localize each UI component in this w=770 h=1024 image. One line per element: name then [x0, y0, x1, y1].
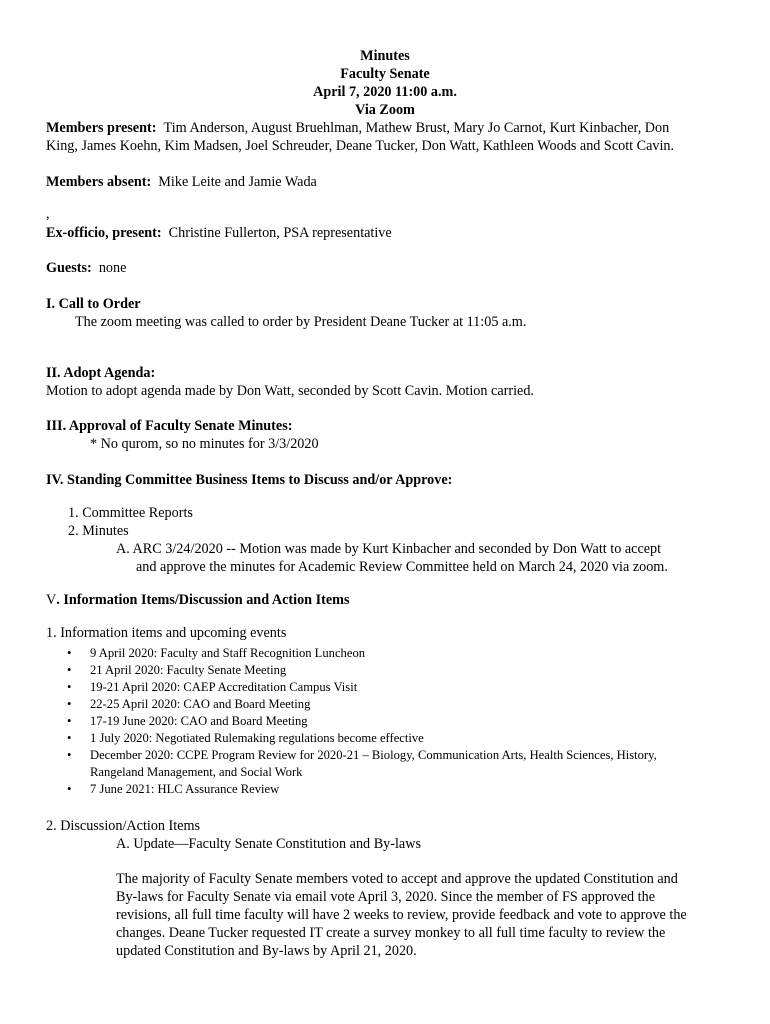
paragraph-line: changes. Deane Tucker requested IT create a survey monkey to all full time faculty to review the: [116, 925, 666, 941]
section-4-item-1: 1. Committee Reports: [68, 505, 193, 521]
members-present-line1: [46, 120, 669, 138]
list-item-continuation: Rangeland Management, and Social Work: [90, 765, 303, 779]
bullet-icon: •: [67, 663, 72, 677]
bullet-icon: •: [67, 697, 72, 711]
members-absent: [46, 174, 317, 192]
section-4-subitem-a-line1: A. ARC 3/24/2020 -- Motion was made by Kurt Kinbacher and seconded by Don Watt to accept: [116, 541, 662, 557]
doc-datetime: April 7, 2020 11:00 a.m.: [313, 84, 457, 100]
guests: [46, 260, 126, 278]
doc-body-name: Faculty Senate: [340, 66, 430, 82]
doc-title: Minutes: [360, 48, 410, 64]
discussion-item-a: A. Update—Faculty Senate Constitution and By-laws: [116, 836, 421, 852]
bullet-icon: •: [67, 748, 72, 762]
members-absent-label: Members absent:: [46, 174, 152, 190]
paragraph-line: The majority of Faculty Senate members voted to accept and approve the updated Constitution and: [116, 871, 678, 887]
section-5-number: V: [46, 592, 57, 608]
members-present-names: Tim Anderson, August Bruehlman, Mathew Brust, Mary Jo Carnot, Kurt Kinbacher, Don: [163, 120, 670, 136]
discussion-subheading: 2. Discussion/Action Items: [46, 818, 201, 834]
doc-venue: Via Zoom: [355, 102, 415, 118]
members-present-label: Members present:: [46, 120, 157, 136]
section-4-subitem-a-line2: and approve the minutes for Academic Review Committee held on March 24, 2020 via zoom.: [136, 559, 668, 575]
paragraph-line: By-laws for Faculty Senate via email vote April 3, 2020. Since the member of FS approved the: [116, 889, 656, 905]
section-5-title: . Information Items/Discussion and Action Items: [56, 592, 350, 608]
section-2-text: Motion to adopt agenda made by Don Watt, seconded by Scott Cavin. Motion carried.: [46, 383, 534, 399]
bullet-icon: •: [67, 680, 72, 694]
bullet-icon: •: [67, 714, 72, 728]
section-4-heading: IV. Standing Committee Business Items to Discuss and/or Approve:: [46, 472, 453, 488]
ex-officio-names: Christine Fullerton, PSA representative: [168, 225, 392, 241]
section-1-text: The zoom meeting was called to order by President Deane Tucker at 11:05 a.m.: [75, 314, 527, 330]
section-3-heading: III. Approval of Faculty Senate Minutes:: [46, 418, 293, 434]
section-2-heading: II. Adopt Agenda:: [46, 365, 156, 381]
section-1-heading: I. Call to Order: [46, 296, 141, 312]
ex-officio-label: Ex-officio, present:: [46, 225, 162, 241]
section-5-heading: [46, 592, 349, 610]
members-absent-names: Mike Leite and Jamie Wada: [158, 174, 317, 190]
ex-officio: [46, 225, 392, 243]
section-4-item-2: 2. Minutes: [68, 523, 129, 539]
section-3-text: * No qurom, so no minutes for 3/3/2020: [90, 436, 319, 452]
minutes-document: Minutes Faculty Senate April 7, 2020 11:00 a.m. Via Zoom Members present: Tim Anderson, August Bruehlman, Mathew Brust, Mary Jo Carnot, Kurt Kinbacher, Don King, James Koehn, Kim Madsen, Joel Schreuder, Deane Tucker, Don Watt, Kathleen Woods and Scott Cavin. Members absent: Mike Leite and Jamie Wada , Ex-officio, present: Christine Fullerton, PSA representative Guests: none I. Call to Order The zoom meeting was called to order by President Deane Tucker at 11:05 a.m. II. Adopt Agenda: Motion to adopt agenda made by Don Watt, seconded by Scott Cavin. Motion carried. III. Approval of Faculty Senate Minutes: * No qurom, so no minutes for 3/3/2020 IV. Standing Committee Business Items to Discuss and/or Approve: 1. Committee Reports 2. Minutes A. ARC 3/24/2020 -- Motion was made by Kurt Kinbacher and seconded by Don Watt to accept and approve the minutes for Academic Review Committee held on March 24, 2020 via zoom. V. Information Items/Discussion and Action Items 1. Information items and upcoming events • 9 April 2020: Faculty and Staff Recognition Luncheon • 21 April 2020: Faculty Senate Meeting • 19-21 April 2020: CAEP Accreditation Campus Visit • 22-25 April 2020: CAO and Board Meeting • 17-19 June 2020: CAO and Board Meeting • 1 July 2020: Negotiated Rulemaking regulations become effective • December 2020: CCPE Program Review for 2020-21 – Biology, Communication Arts, Health Sciences, History, Rangeland Management, and Social Work • 7 June 2021: HLC Assurance Review 2. Discussion/Action Items A. Update—Faculty Senate Constitution and By-laws The majority of Faculty Senate members voted to accept and approve the updated Constitution and By-laws for Faculty Senate via email vote April 3, 2020. Since the member of FS approved the revisions, all full time faculty will have 2 weeks to review, provide feedback and vote to approve the changes. Deane Tucker requested IT create a survey monkey to all full time faculty to review the updated Constitution and By-laws by April 21, 2020.: [0, 0, 770, 1024]
members-present-line2: King, James Koehn, Kim Madsen, Joel Schreuder, Deane Tucker, Don Watt, Kathleen Woods and Scott Cavin.: [46, 138, 675, 154]
paragraph-line: revisions, all full time faculty will have 2 weeks to review, provide feedback and vote to approve the: [116, 907, 687, 923]
bullet-icon: •: [67, 731, 72, 745]
stray-comma: ,: [46, 206, 50, 222]
guests-label: Guests:: [46, 260, 92, 276]
info-items-subheading: 1. Information items and upcoming events: [46, 625, 287, 641]
bullet-icon: •: [67, 646, 72, 660]
paragraph-line: updated Constitution and By-laws by April 21, 2020.: [116, 943, 417, 959]
guests-value: none: [98, 260, 127, 276]
bullet-icon: •: [67, 782, 72, 796]
